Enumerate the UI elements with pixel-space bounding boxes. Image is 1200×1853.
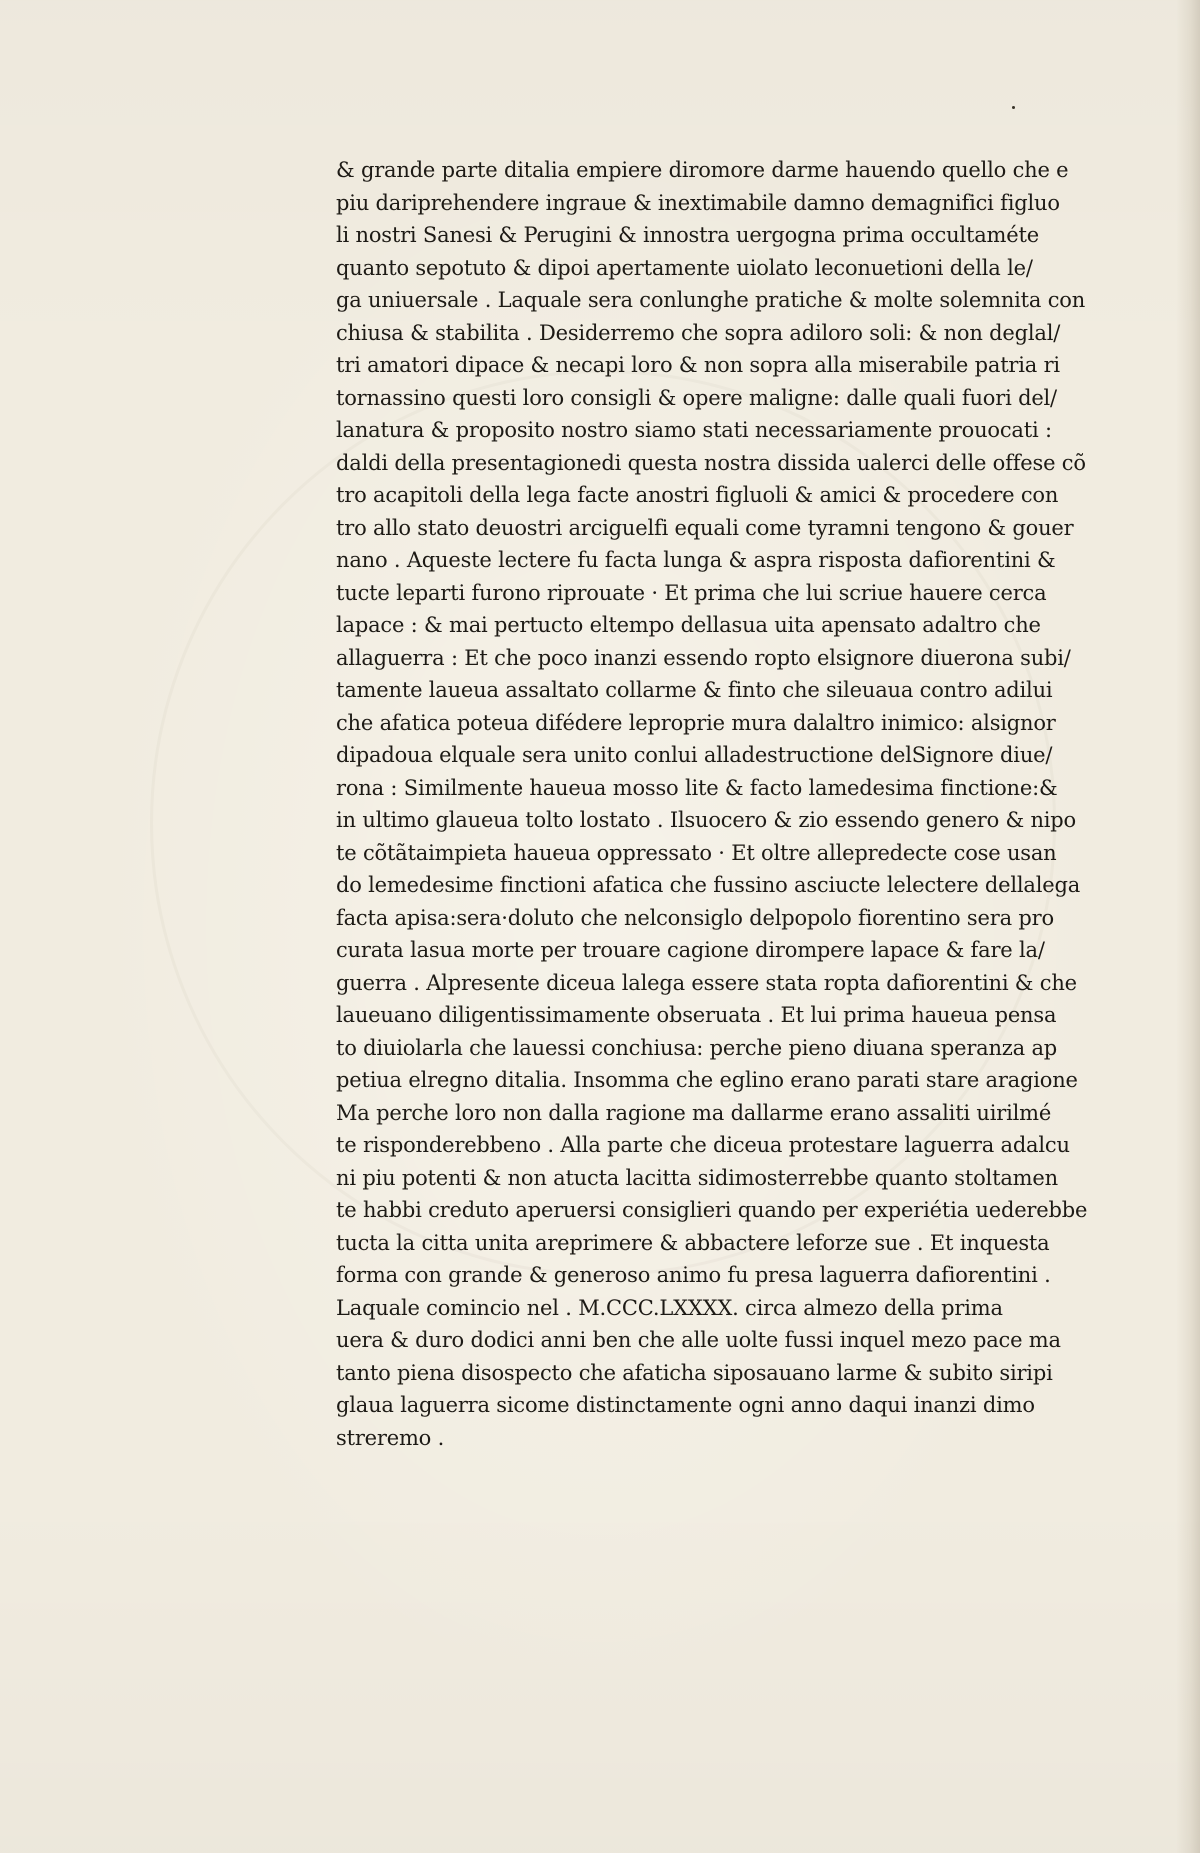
text-line: rona : Similmente haueua mosso lite & facto lamedesima finctione:& (336, 775, 1058, 800)
body-text (336, 154, 1126, 1454)
text-line: tro acapitoli della lega facte anostri figluoli & amici & procedere con (336, 483, 1059, 507)
text-line: dipadoua elquale sera unito conlui alladestructione delSignore diue/ (336, 743, 1053, 767)
text-line: ga uniuersale . Laquale sera conlunghe pratiche & molte solemnita con (336, 288, 1086, 312)
text-line: allaguerra : Et che poco inanzi essendo ropto elsignore diuerona subi/ (336, 645, 1071, 670)
text-line: tornassino questi loro consigli & opere maligne: dalle quali fuori del/ (336, 385, 1057, 410)
text-line: uera & duro dodici anni ben che alle uolte fussi inquel mezo pace ma (336, 1328, 1061, 1352)
text-line: forma con grande & generoso animo fu presa laguerra dafiorentini . (336, 1263, 1051, 1287)
text-line: Ma perche loro non dalla ragione ma dallarme erano assaliti uirilmé (336, 1100, 1052, 1125)
text-line: & grande parte ditalia empiere diromore darme hauendo quello che e (336, 158, 1069, 182)
text-line: tucta la citta unita areprimere & abbactere leforze sue . Et inquesta (336, 1230, 1050, 1255)
page-edge-shadow (1176, 0, 1200, 1853)
text-line: do lemedesime finctioni afatica che fussino asciucte lelectere dellalega (336, 873, 1081, 897)
text-line: Laquale comincio nel . M.CCC.LXXXX. circa almezo della prima (336, 1295, 1003, 1320)
text-line: te cõtãtaimpieta haueua oppressato · Et oltre allepredecte cose usan (336, 840, 1057, 865)
text-line: tucte leparti furono riprouate · Et prima che lui scriue hauere cerca (336, 580, 1047, 605)
text-line: te habbi creduto aperuersi consiglieri quando per experiétia uederebbe (336, 1198, 1088, 1222)
text-line: che afatica poteua difédere leproprie mura dalaltro inimico: alsignor (336, 710, 1056, 735)
text-line: piu dariprehendere ingraue & inextimabile damno demagnifici figluo (336, 190, 1060, 215)
text-line: curata lasua morte per trouare cagione dirompere lapace & fare la/ (336, 938, 1045, 962)
text-line: tri amatori dipace & necapi loro & non sopra alla miserabile patria ri (336, 353, 1060, 377)
text-line: te risponderebbeno . Alla parte che diceua protestare laguerra adalcu (336, 1133, 1070, 1157)
text-line: quanto sepotuto & dipoi apertamente uiolato leconuetioni della le/ (336, 255, 1033, 280)
text-line: lapace : & mai pertucto eltempo dellasua uita apensato adaltro che (336, 613, 1041, 637)
text-line: ni piu potenti & non atucta lacitta sidimosterrebbe quanto stoltamen (336, 1165, 1058, 1190)
text-line: streremo . (336, 1425, 445, 1450)
text-line: to diuiolarla che lauessi conchiusa: perche pieno diuana speranza ap (336, 1035, 1058, 1060)
text-line: tanto piena disospecto che afaticha siposauano larme & subito siripi (336, 1360, 1053, 1385)
text-line: chiusa & stabilita . Desiderremo che sopra adiloro soli: & non deglal/ (336, 320, 1061, 345)
text-line: facta apisa:sera·doluto che nelconsiglo delpopolo fiorentino sera pro (336, 905, 1054, 930)
text-line: tro allo stato deuostri arciguelfi equali come tyramni tengono & gouer (336, 515, 1074, 540)
text-line: petiua elregno ditalia. Insomma che eglino erano parati stare aragione (336, 1068, 1078, 1092)
text-line: li nostri Sanesi & Perugini & innostra uergogna prima occultaméte (336, 223, 1039, 247)
text-line: in ultimo glaueua tolto lostato . Ilsuocero & zio essendo genero & nipo (336, 808, 1076, 832)
text-line: daldi della presentagionedi questa nostra dissida ualerci delle offese cõ (336, 450, 1086, 475)
text-line: glaua laguerra sicome distinctamente ogni anno daqui inanzi dimo (336, 1393, 1035, 1417)
text-line: laueuano diligentissimamente obseruata . Et lui prima haueua pensa (336, 1003, 1057, 1027)
ink-speck (1012, 106, 1015, 109)
text-line: guerra . Alpresente diceua lalega essere stata ropta dafiorentini & che (336, 970, 1077, 995)
text-line: lanatura & proposito nostro siamo stati necessariamente prouocati : (336, 418, 1052, 442)
text-line: tamente laueua assaltato collarme & finto che sileuaua contro adilui (336, 678, 1053, 702)
text-line: nano . Aqueste lectere fu facta lunga & aspra risposta dafiorentini & (336, 548, 1056, 572)
